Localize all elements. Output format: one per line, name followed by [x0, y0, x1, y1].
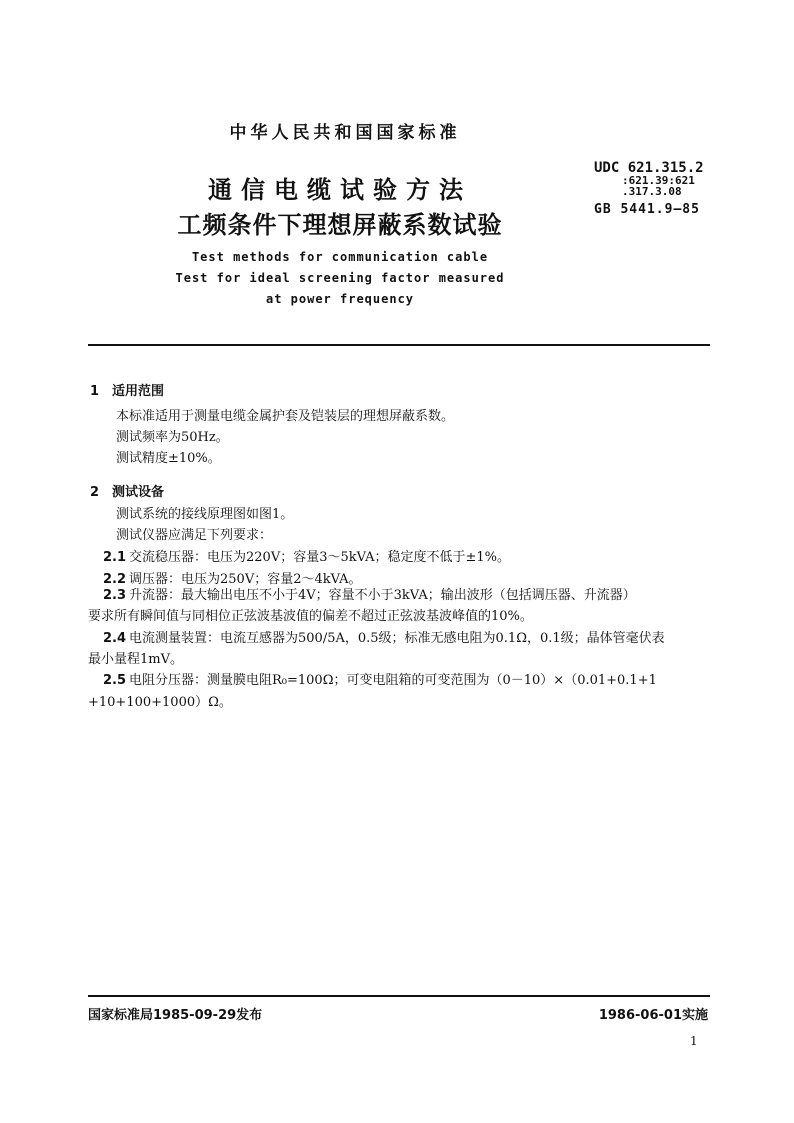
clause-2-1	[103, 546, 510, 565]
page-number: 1	[690, 1034, 698, 1048]
clause-2-3-continued: 要求所有瞬间值与同相位正弦波基波值的偏差不超过正弦波基波峰值的10%。	[88, 609, 533, 624]
section-1-line: 测试精度±10%。	[116, 451, 221, 466]
clause-number: 2.5	[103, 673, 127, 688]
clause-2-5-continued: +10+100+1000）Ω。	[88, 695, 232, 710]
effective-date: 1986-06-01实施	[598, 1008, 708, 1023]
clause-number: 2.1	[103, 550, 127, 565]
section-1-number: 1	[90, 384, 100, 399]
section-1-line: 本标准适用于测量电缆金属护套及铠装层的理想屏蔽系数。	[116, 409, 455, 424]
section-1-heading	[90, 380, 164, 399]
section-1-title: 适用范围	[112, 384, 165, 399]
udc-line2: :621.39:621	[622, 174, 695, 187]
clause-2-4	[103, 627, 665, 646]
section-2-intro: 测试仪器应满足下列要求：	[116, 528, 273, 543]
section-1-line: 测试频率为50Hz。	[116, 430, 229, 445]
clause-number: 2.2	[103, 572, 127, 587]
clause-text: 电阻分压器：测量膜电阻R₀=100Ω；可变电阻箱的可变范围为（0－10）×（0.01+0.1+1	[129, 673, 657, 688]
clause-text: 交流稳压器：电压为220V；容量3～5kVA；稳定度不低于±1%。	[129, 550, 511, 565]
clause-text: 电流测量装置：电流互感器为500/5A，0.5级；标准无感电阻为0.1Ω，0.1级；晶体管毫伏表	[129, 631, 665, 646]
udc-line1: UDC 621.315.2	[594, 160, 704, 176]
english-title-line1: Test methods for communication cable	[191, 250, 489, 264]
english-title-line3: at power frequency	[265, 292, 415, 306]
gb-standard-number: GB 5441.9—85	[594, 202, 700, 217]
english-title-line2: Test for ideal screening factor measured	[175, 271, 505, 285]
udc-code	[594, 162, 704, 197]
clause-2-3	[103, 584, 636, 603]
country-standard-heading: 中华人民共和国国家标准	[229, 123, 461, 143]
clause-2-4-continued: 最小量程1mV。	[88, 652, 183, 667]
udc-line3: .317.3.08	[622, 185, 682, 198]
issue-date: 国家标准局1985-09-29发布	[88, 1008, 263, 1023]
section-2-title: 测试设备	[112, 485, 165, 500]
clause-text: 升流器：最大输出电压不小于4V；容量不小于3kVA；输出波形（包括调压器、升流器）	[129, 588, 636, 603]
document-title-line1: 通信电缆试验方法	[208, 176, 472, 204]
clause-number: 2.3	[103, 588, 127, 603]
clause-text: 调压器：电压为250V；容量2～4kVA。	[129, 572, 362, 587]
header-divider	[88, 344, 710, 346]
clause-2-5	[103, 669, 657, 688]
footer-divider	[88, 995, 710, 997]
clause-number: 2.4	[103, 631, 127, 646]
section-2-number: 2	[90, 485, 100, 500]
document-title-line2: 工频条件下理想屏蔽系数试验	[177, 211, 503, 239]
section-2-heading	[90, 481, 164, 500]
section-2-intro: 测试系统的接线原理图如图1。	[116, 507, 294, 522]
